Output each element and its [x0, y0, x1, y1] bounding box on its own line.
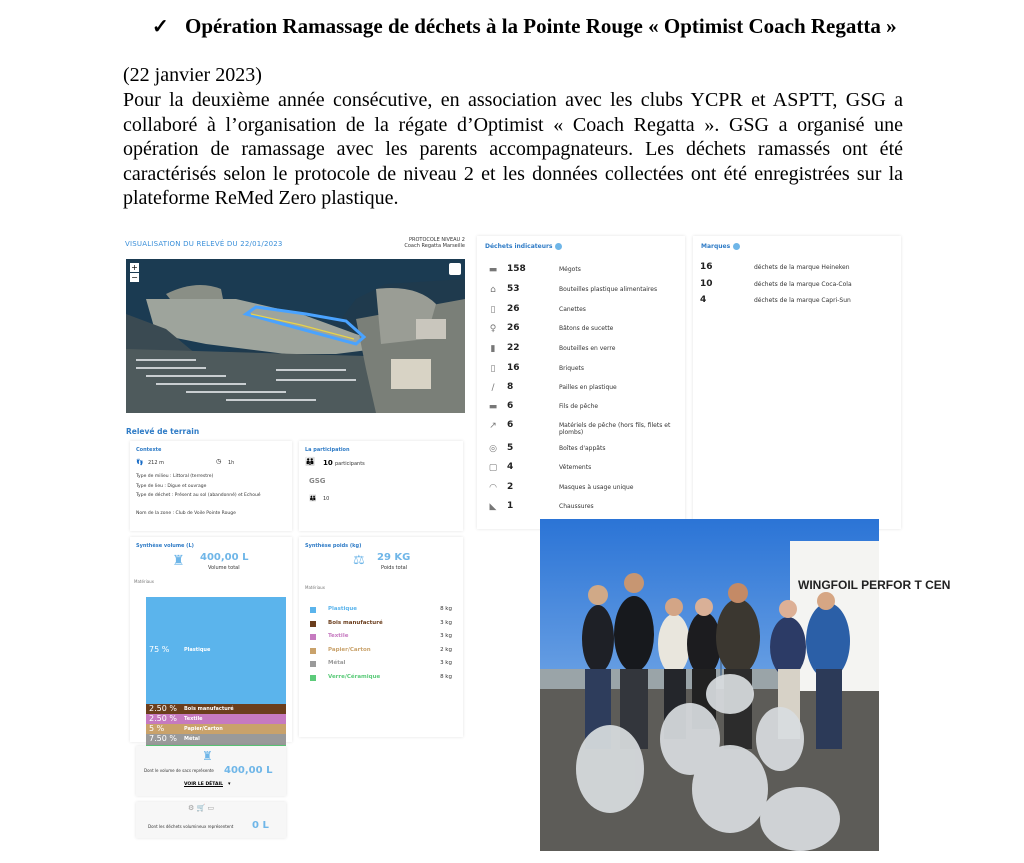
brand-label: déchets de la marque Heineken [754, 264, 850, 271]
participation-title: La participation [305, 447, 350, 453]
indicator-count: 6 [507, 401, 514, 411]
volume-segment [146, 714, 286, 724]
volume-segment-name: Papier/Carton [184, 726, 223, 732]
bulky-waste-text: Dont les déchets volumineux représentent [148, 824, 234, 829]
indicator-count: 26 [507, 304, 520, 314]
context-line: Type de déchet : Présent au sol (abandonné) et Echoué [136, 493, 261, 498]
weight-title: Synthèse poids (kg) [305, 543, 362, 549]
legend-swatch [310, 607, 316, 613]
layers-icon[interactable] [449, 263, 461, 275]
context-card [130, 441, 292, 531]
protocol-level: PROTOCOLE NIVEAU 2 [408, 237, 465, 243]
indicator-count: 26 [507, 323, 520, 333]
clock-icon: ◷ [216, 458, 222, 465]
legend-weight-value: 8 kg [440, 673, 452, 680]
gsg-logo: GSG [309, 477, 326, 485]
indicator-count: 1 [507, 501, 514, 511]
map-zoom-out-button[interactable]: − [131, 273, 138, 282]
indicator-label: Pailles en plastique [559, 384, 617, 391]
protocol-event: Coach Regatta Marseille [404, 243, 465, 249]
waste-item-icon: ▬ [488, 265, 498, 275]
indicator-count: 4 [507, 462, 514, 472]
weight-legend-row [310, 632, 452, 643]
volume-segment-name: Textile [184, 716, 203, 722]
legend-weight-value: 3 kg [440, 660, 452, 666]
indicator-item [483, 399, 683, 417]
waste-item-icon: ◎ [489, 444, 497, 454]
volume-segment-percent: 2.50 % [149, 714, 177, 723]
indicator-count: 158 [507, 264, 526, 274]
indicator-label: Chaussures [559, 503, 594, 510]
volume-segment [146, 734, 286, 745]
legend-swatch [310, 675, 316, 681]
brand-count: 16 [700, 262, 713, 272]
context-line: Type de lieu : Digue et ouvrage [136, 484, 207, 489]
indicator-count: 2 [507, 482, 514, 492]
waste-item-icon: ◣ [489, 502, 497, 512]
waste-item-icon: ▮ [490, 344, 496, 354]
indicator-item [483, 418, 683, 436]
brand-label: déchets de la marque Coca-Cola [754, 280, 852, 288]
indicator-item [483, 321, 683, 339]
legend-material-name: Métal [328, 660, 346, 666]
checkmark-icon: ✓ [152, 16, 169, 38]
legend-swatch [310, 648, 316, 654]
waste-item-icon: ⌂ [490, 285, 496, 295]
indicators-title: Déchets indicateurs [485, 243, 553, 250]
context-length: 212 m [148, 460, 165, 466]
map-satellite-image [126, 259, 465, 413]
chevron-down-icon[interactable]: ▾ [228, 781, 231, 787]
participant-sub-count: 10 [323, 496, 330, 502]
brand-item [700, 262, 890, 278]
legend-weight-value: 3 kg [440, 633, 452, 639]
context-duration: 1h [228, 460, 235, 466]
volume-segment [146, 724, 286, 734]
indicator-label: Matériels de pêche (hors fils, filets et plombs) [559, 422, 671, 436]
bulky-waste-icons: ⚙ 🛒 ▭ [188, 804, 215, 812]
legend-material-name: Plastique [328, 606, 357, 612]
volume-segment-percent: 2.50 % [149, 704, 177, 713]
indicator-label: Fils de pêche [559, 403, 599, 410]
context-line: Nom de la zone : Club de Voile Pointe Rouge [136, 511, 236, 516]
protocol-label [395, 237, 465, 249]
legend-weight-value: 2 kg [440, 646, 452, 653]
legend-material-name: Papier/Carton [328, 646, 371, 653]
brand-count: 4 [700, 295, 707, 305]
bag-icon: ♜ [172, 553, 185, 569]
brand-item [700, 295, 890, 311]
bags-volume-value: 400,00 L [224, 765, 273, 776]
volume-materials-label: Matériaux [134, 579, 155, 584]
voir-detail-link[interactable]: VOIR LE DÉTAIL [184, 782, 223, 787]
section-date: (22 janvier 2023) [123, 64, 262, 86]
indicator-item [483, 341, 683, 359]
indicator-item [483, 302, 683, 320]
indicator-item [483, 282, 683, 300]
indicator-count: 16 [507, 363, 520, 373]
weight-total-label: Poids total [381, 565, 408, 571]
context-line: Type de milieu : Littoral (terrestre) [136, 474, 214, 479]
map-zoom-in-button[interactable]: + [131, 263, 138, 272]
legend-weight-value: 3 kg [440, 619, 452, 626]
weight-legend-row [310, 659, 452, 670]
people-small-icon: 👪 [309, 495, 317, 502]
indicator-item [483, 441, 683, 459]
brand-item [700, 279, 890, 295]
brand-label: déchets de la marque Capri-Sun [754, 297, 851, 304]
waste-item-icon: ▯ [490, 305, 496, 315]
context-title: Contexte [136, 447, 162, 453]
volume-segment [146, 704, 286, 714]
participant-count: 10 [323, 459, 333, 467]
volume-segment-percent: 7.50 % [149, 734, 177, 743]
weight-total: 29 KG [377, 552, 411, 563]
releve-title: Relevé de terrain [126, 427, 200, 436]
participation-card [299, 441, 463, 531]
weight-legend-row [310, 646, 452, 657]
brand-count: 10 [700, 278, 713, 289]
volume-segment [146, 597, 286, 704]
indicator-item [483, 480, 683, 498]
waste-item-icon: ▯ [490, 364, 496, 374]
people-icon: 👪 [305, 457, 315, 466]
legend-material-name: Textile [328, 633, 349, 639]
weight-materials-label: Matériaux [305, 585, 326, 590]
waste-item-icon: ◠ [489, 483, 497, 493]
bags-volume-text: Dont le volume de sacs représente [144, 768, 214, 773]
bulky-waste-card [136, 802, 286, 838]
waste-item-icon: ∕ [491, 383, 495, 393]
group-photo [540, 519, 951, 851]
waste-item-icon: ▬ [488, 402, 498, 412]
legend-material-name: Verre/Céramique [328, 673, 381, 680]
weight-legend-row [310, 673, 452, 684]
footsteps-icon: 👣 [136, 459, 144, 466]
waste-item-icon: ♀ [489, 324, 497, 334]
indicator-label: Bouteilles en verre [559, 345, 616, 352]
indicator-label: Briquets [559, 365, 585, 372]
wingfoil-sign-text: WINGFOIL PERFOR T CEN [798, 578, 951, 592]
brands-title: Marques [701, 243, 731, 250]
legend-swatch [310, 634, 316, 640]
indicator-count: 8 [507, 382, 514, 392]
indicator-label: Bouteilles plastique alimentaires [559, 286, 658, 293]
info-icon[interactable] [555, 243, 562, 250]
legend-weight-value: 8 kg [440, 606, 452, 612]
indicator-item [483, 460, 683, 478]
indicator-label: Vêtements [559, 464, 592, 471]
waste-item-icon: ▢ [488, 463, 498, 473]
info-icon[interactable] [733, 243, 740, 250]
scale-icon: ⚖ [353, 553, 365, 568]
indicator-item [483, 380, 683, 398]
indicator-item [483, 262, 683, 280]
legend-swatch [310, 661, 316, 667]
volume-total: 400,00 L [200, 552, 249, 563]
indicator-item [483, 499, 683, 517]
section-paragraph: Pour la deuxième année consécutive, en association avec les clubs YCPR et ASPTT, GSG a collaboré à l’organisation de la régate d’Optimist « Coach Regatta ». GSG a organisé une opération de ramassage avec les parents accompagnateurs. Les déchets ramassés ont été caractérisés selon le protocole de niveau 2 et les données collectées ont été enregistrées sur la plateforme ReMed Zero plastique. [123, 89, 903, 209]
indicator-label: Boîtes d'appâts [559, 445, 606, 452]
bags-icon: ♜ [202, 749, 213, 763]
waste-item-icon: ↗ [489, 421, 497, 431]
indicator-label: Bâtons de sucette [559, 325, 614, 332]
participant-label: participants [335, 461, 365, 467]
volume-segment-percent: 75 % [149, 644, 170, 654]
weight-legend-row [310, 619, 452, 630]
indicator-label: Mégots [559, 266, 581, 273]
indicator-label: Masques à usage unique [559, 484, 634, 491]
bulky-waste-value: 0 L [252, 820, 269, 831]
volume-segment-name: Plastique [184, 646, 211, 653]
volume-title: Synthèse volume (L) [136, 543, 194, 549]
indicator-count: 5 [507, 443, 514, 453]
indicator-item [483, 361, 683, 379]
group-photo-image [540, 519, 951, 851]
indicator-count: 22 [507, 343, 520, 353]
indicator-label: Canettes [559, 306, 586, 313]
section-title: Opération Ramassage de déchets à la Pointe Rouge « Optimist Coach Regatta » [185, 14, 897, 38]
volume-segment-percent: 5 % [149, 724, 165, 733]
survey-map[interactable] [126, 259, 465, 413]
visualisation-title: VISUALISATION DU RELEVÉ DU 22/01/2023 [125, 240, 283, 248]
weight-legend-row [310, 605, 452, 616]
legend-swatch [310, 621, 316, 627]
bags-volume-card [136, 746, 286, 796]
volume-total-label: Volume total [208, 565, 240, 571]
indicator-count: 6 [507, 420, 514, 430]
volume-segment-name: Métal [184, 736, 200, 742]
volume-segment-name: Bois manufacturé [184, 706, 234, 712]
legend-material-name: Bois manufacturé [328, 619, 383, 626]
indicator-count: 53 [507, 284, 520, 294]
